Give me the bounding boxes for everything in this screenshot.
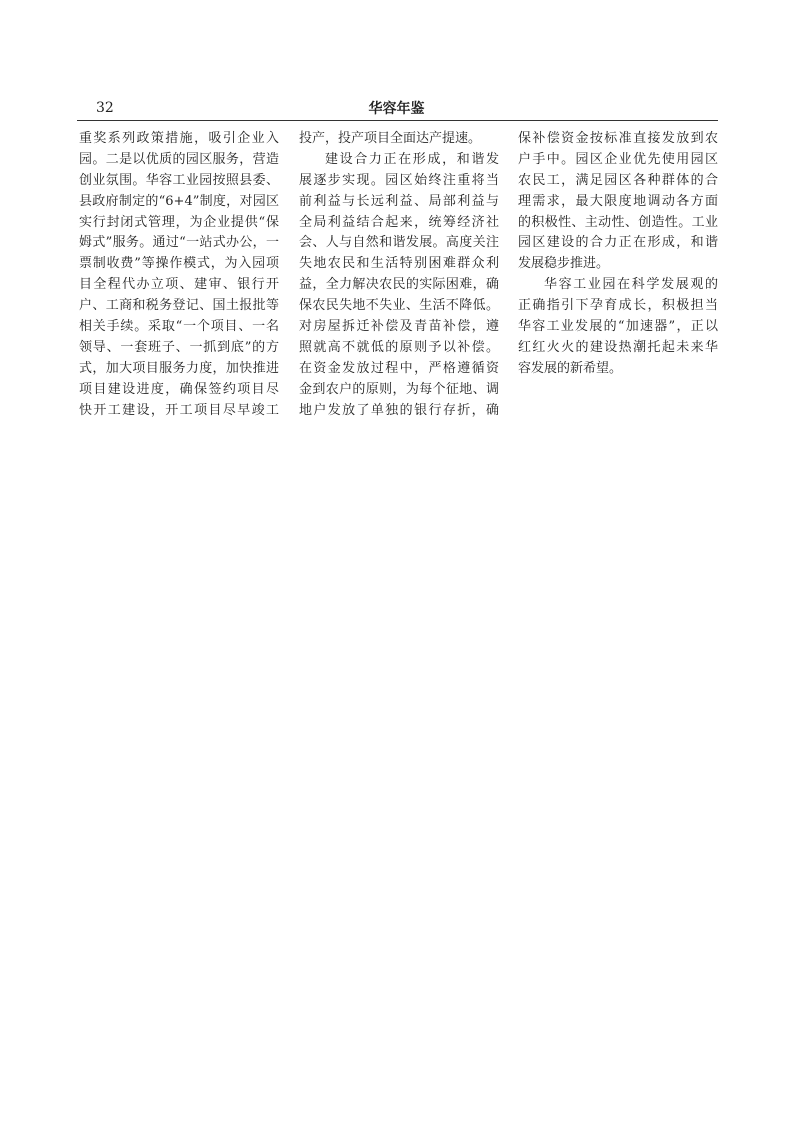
- text-line: 户手中。园区企业优先使用园区: [518, 151, 718, 167]
- text-line: 对房屋拆迁补偿及青苗补偿，遵: [299, 319, 499, 335]
- text-line: 实行封闭式管理，为企业提供“保: [79, 214, 279, 230]
- text-column-2: [299, 129, 499, 421]
- text-line: 正确指引下孕育成长，积极担当: [518, 298, 718, 314]
- text-line: 保补偿资金按标准直接发放到农: [518, 131, 718, 146]
- text-line: 展逐步实现。园区始终注重将当: [299, 172, 499, 188]
- text-line: 益，全力解决农民的实际困难，确: [299, 277, 499, 293]
- text-line: 项目建设进度，确保签约项目尽: [79, 381, 279, 397]
- text-line: 前利益与长远利益、局部利益与: [299, 193, 499, 209]
- text-line: 地户发放了单独的银行存折，确: [299, 402, 499, 418]
- text-line: 领导、一套班子、一抓到底”的方: [79, 339, 279, 355]
- text-line: 发展稳步推进。: [518, 256, 610, 272]
- text-line: 会、人与自然和谐发展。高度关注: [299, 235, 499, 251]
- text-line: 园区建设的合力正在形成，和谐: [518, 235, 718, 251]
- text-line: 快开工建设，开工项目尽早竣工: [79, 402, 279, 418]
- text-line: 理需求，最大限度地调动各方面: [518, 193, 718, 209]
- text-line: 县政府制定的“6+4”制度，对园区: [79, 193, 279, 209]
- text-line: 投产，投产项目全面达产提速。: [299, 131, 482, 146]
- header-rule: [77, 120, 718, 121]
- text-line: 在资金发放过程中，严格遵循资: [299, 360, 499, 376]
- text-line: 照就高不就低的原则予以补偿。: [299, 339, 499, 355]
- text-line: 票制收费”等操作模式，为入园项: [79, 256, 279, 272]
- text-line: 相关手续。采取“一个项目、一名: [79, 319, 279, 335]
- text-line: 的积极性、主动性、创造性。工业: [518, 214, 718, 230]
- paragraph-start-line: 建设合力正在形成，和谐发: [325, 151, 499, 167]
- text-column-1: [79, 129, 279, 421]
- text-line: 失地农民和生活特别困难群众利: [299, 256, 499, 272]
- text-line: 金到农户的原则，为每个征地、调: [299, 381, 499, 397]
- text-line: 户、工商和税务登记、国土报批等: [79, 298, 279, 314]
- paragraph-start-line: 华容工业园在科学发展观的: [544, 277, 718, 293]
- text-line: 红红火火的建设热潮托起未来华: [518, 339, 718, 355]
- text-line: 容发展的新希望。: [518, 360, 623, 376]
- text-line: 全局利益结合起来，统筹经济社: [299, 214, 499, 230]
- running-title: 华容年鉴: [368, 101, 425, 117]
- text-line: 农民工，满足园区各种群体的合: [518, 172, 718, 188]
- text-column-3: [518, 129, 718, 380]
- text-line: 重奖系列政策措施，吸引企业入: [79, 131, 279, 146]
- text-line: 式，加大项目服务力度，加快推进: [79, 360, 279, 376]
- page-number: 32: [96, 100, 114, 116]
- text-line: 保农民失地不失业、生活不降低。: [299, 298, 499, 314]
- text-line: 创业氛围。华容工业园按照县委、: [79, 172, 279, 188]
- text-line: 目全程代办立项、建审、银行开: [79, 277, 279, 293]
- text-line: 华容工业发展的“加速器”，正以: [518, 319, 718, 335]
- text-line: 园。二是以优质的园区服务，营造: [79, 151, 279, 167]
- text-line: 姆式”服务。通过“一站式办公，一: [79, 235, 279, 251]
